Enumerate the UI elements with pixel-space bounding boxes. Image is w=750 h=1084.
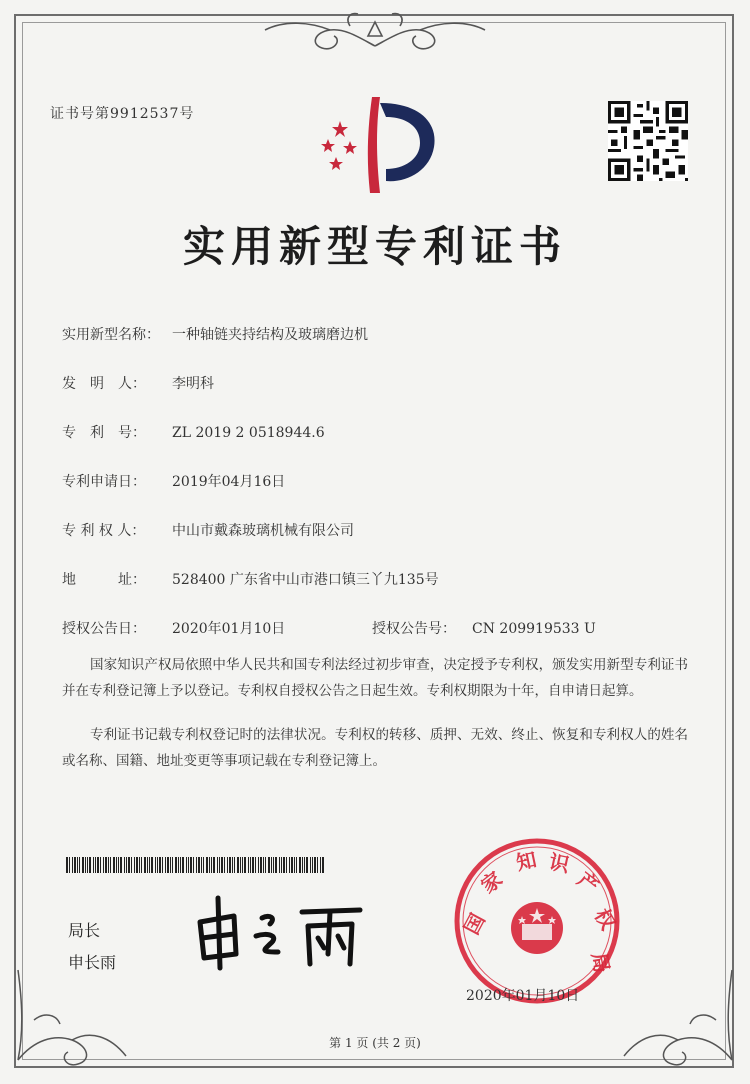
patent-number-value: ZL 2019 2 0518944.6 <box>172 425 325 441</box>
svg-text:识: 识 <box>546 849 572 878</box>
barcode-icon <box>66 857 326 873</box>
svg-text:知: 知 <box>514 847 539 875</box>
top-ornament-icon <box>250 8 500 58</box>
patent-number-field <box>62 422 325 442</box>
svg-text:权: 权 <box>589 904 621 934</box>
statement-paragraph-1: 国家知识产权局依照中华人民共和国专利法经过初步审查，决定授予专利权，颁发实用新型专利证书并在专利登记簿上予以登记。专利权自授权公告之日起生效。专利权期限为十年，自申请日起算。 <box>62 657 688 699</box>
patent-office-logo-icon <box>310 95 440 195</box>
inventor-value: 李明科 <box>172 376 214 392</box>
bottom-left-ornament-icon <box>14 960 134 1070</box>
patent-number-label: 专 利 号： <box>62 425 146 441</box>
filing-date-value: 2019年04月16日 <box>172 474 286 490</box>
address-value: 528400 广东省中山市港口镇三丫九135号 <box>172 572 439 588</box>
grant-date-value: 2020年01月10日 <box>172 621 286 637</box>
grant-number-field <box>372 618 596 638</box>
svg-text:国: 国 <box>459 909 490 939</box>
statement-paragraph-2: 专利证书记载专利权登记时的法律状况。专利权的转移、质押、无效、终止、恢复和专利权人的姓名或名称、国籍、地址变更等事项记载在专利登记簿上。 <box>62 727 688 769</box>
patentee-value: 中山市戴森玻璃机械有限公司 <box>172 523 354 539</box>
patentee-field <box>62 520 354 540</box>
svg-text:家: 家 <box>476 866 507 898</box>
certificate-number: 证书号第9912537号 <box>50 106 195 122</box>
seal-date: 2020年01月10日 <box>466 988 580 1004</box>
utility-model-name-label: 实用新型名称： <box>62 327 160 343</box>
qr-code-icon <box>608 101 688 181</box>
grant-date-label: 授权公告日： <box>62 621 146 637</box>
patentee-label: 专 利 权 人： <box>62 523 146 539</box>
director-title: 局长 <box>68 921 101 940</box>
director-signature-icon <box>190 892 370 972</box>
address-label: 地 址： <box>62 572 146 588</box>
page-footer: 第 1 页 (共 2 页) <box>329 1036 421 1050</box>
svg-text:局: 局 <box>587 950 615 975</box>
inventor-field <box>62 373 214 393</box>
official-seal-icon <box>452 836 622 1006</box>
filing-date-field <box>62 471 285 491</box>
grant-number-label: 授权公告号： <box>372 621 456 637</box>
inventor-label: 发 明 人： <box>62 376 146 392</box>
svg-text:产: 产 <box>572 867 604 899</box>
utility-model-name-field <box>62 324 368 344</box>
bottom-right-ornament-icon <box>616 960 736 1070</box>
certificate-title: 实用新型专利证书 <box>182 222 567 271</box>
address-field <box>62 569 439 589</box>
filing-date-label: 专利申请日： <box>62 474 146 490</box>
grant-number-value: CN 209919533 U <box>472 621 596 637</box>
grant-date-field <box>62 618 285 638</box>
director-name: 申长雨 <box>68 953 117 972</box>
utility-model-name-value: 一种轴链夹持结构及玻璃磨边机 <box>172 327 368 343</box>
